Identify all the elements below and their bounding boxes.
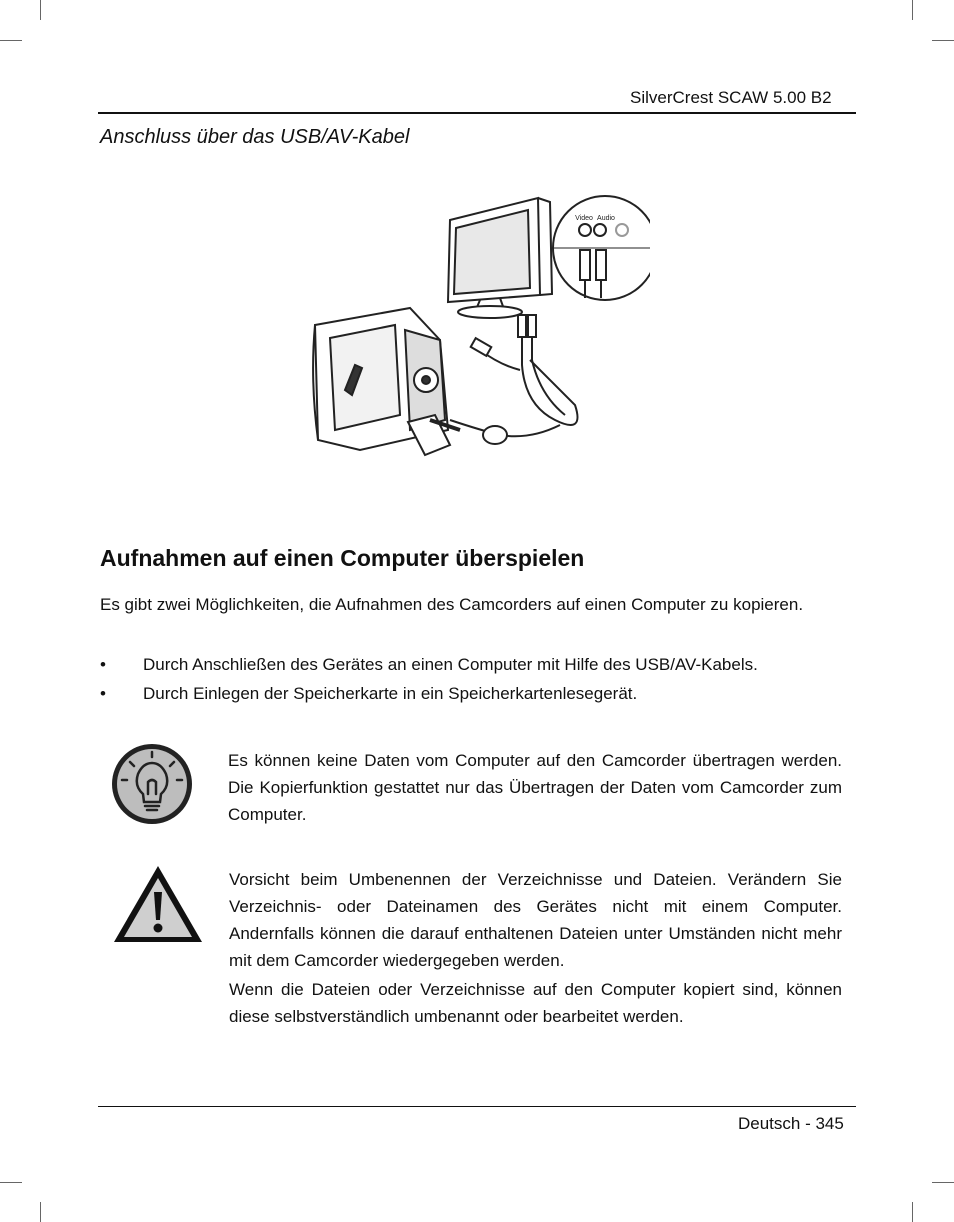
crop-mark	[0, 1182, 22, 1183]
audio-jack-label: Audio	[597, 215, 615, 222]
crop-mark	[932, 40, 954, 41]
section-heading: Aufnahmen auf einen Computer überspielen	[100, 545, 585, 571]
list-item-text: Durch Anschließen des Gerätes an einen Computer mit Hilfe des USB/AV-Kabels.	[143, 655, 758, 674]
section-subtitle: Anschluss über das USB/AV-Kabel	[100, 126, 410, 148]
list-item-text: Durch Einlegen der Speicherkarte in ein Speicherkartenlesegerät.	[143, 684, 638, 703]
bullet-dot: •	[100, 655, 106, 674]
bullet-dot: •	[100, 684, 106, 703]
header-product: SilverCrest SCAW 5.00 B2	[630, 88, 832, 107]
lightbulb-icon	[110, 742, 194, 826]
video-jack-label: Video	[575, 215, 593, 222]
connection-illustration	[300, 190, 650, 470]
crop-mark	[912, 1202, 913, 1222]
page-number: Deutsch - 345	[738, 1114, 844, 1133]
crop-mark	[0, 40, 22, 41]
header-rule	[98, 112, 856, 114]
crop-mark	[40, 1202, 41, 1222]
warning-text-followup: Wenn die Dateien oder Verzeichnisse auf den Computer kopiert sind, können diese selbstverständlich umbenannt oder bearbeitet werden.	[229, 980, 842, 1026]
intro-paragraph: Es gibt zwei Möglichkeiten, die Aufnahmen des Camcorders auf einen Computer zu kopieren.	[100, 595, 804, 614]
crop-mark	[912, 0, 913, 20]
footer-rule	[98, 1106, 856, 1107]
warning-text: Vorsicht beim Umbenennen der Verzeichnisse und Dateien. Verändern Sie Verzeichnis- oder Dateinamen des Gerätes nicht mit einem Computer. Andernfalls können die darauf enthaltenen Dateien unter Umständen nicht mehr mit dem Camcorder wiedergegeben werden.	[229, 870, 842, 970]
note-text: Es können keine Daten vom Computer auf den Camcorder übertragen werden. Die Kopierfunktion gestattet nur das Übertragen der Daten vom Camcorder zum Computer.	[228, 751, 842, 824]
warning-icon	[110, 862, 206, 946]
crop-mark	[932, 1182, 954, 1183]
crop-mark	[40, 0, 41, 20]
